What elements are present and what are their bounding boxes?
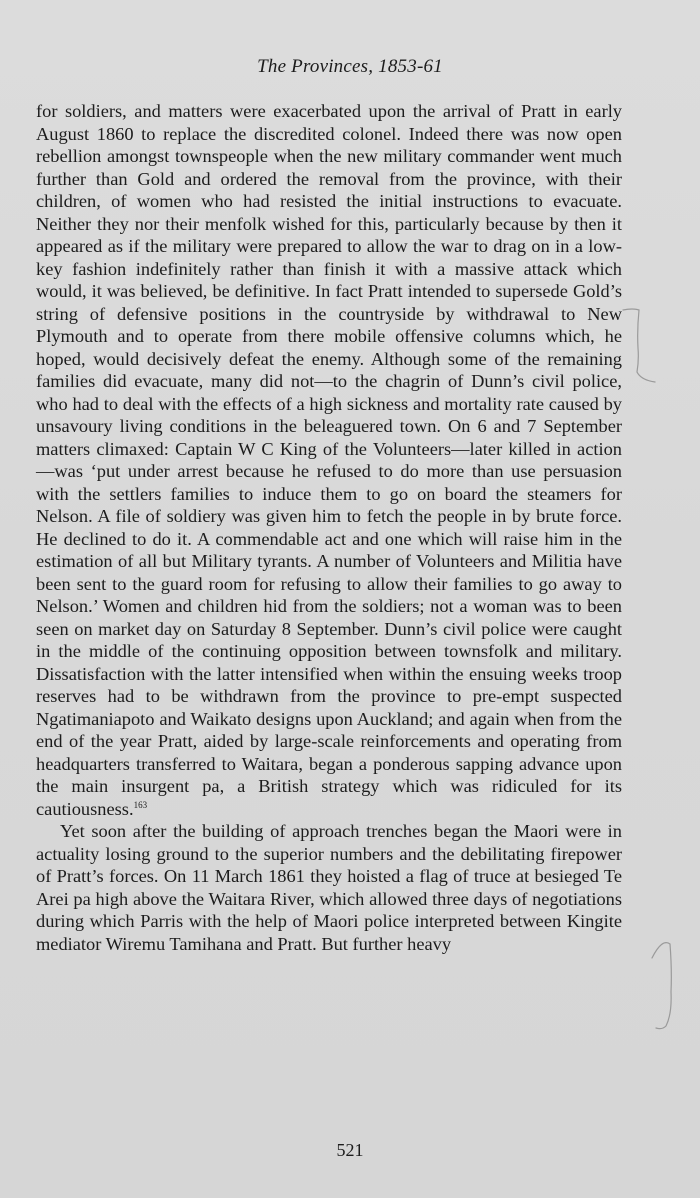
paragraph-1	[36, 100, 622, 820]
pencil-bracket-mark-upper	[615, 300, 665, 400]
page-number: 521	[336, 1140, 364, 1160]
pencil-bracket-mark-lower	[640, 930, 685, 1040]
body-text	[36, 100, 622, 955]
footnote-reference: 163	[133, 799, 148, 810]
paragraph-1-text: for soldiers, and matters were exacerbated upon the arrival of Pratt in early August 1860 to replace the discredited colonel. Indeed there was now open rebellion amongst townspeople when the new military commander went much further than Gold and ordered the removal from the province, with their children, of women who had resisted the initial instructions to evacuate. Neither they nor their menfolk wished for this, particularly because by then it appeared as if the military were prepared to allow the war to drag on in a low-key fashion indefinitely rather than finish it with a massive attack which would, it was believed, be definitive. In fact Pratt intended to supersede Gold’s string of defensive positions in the countryside by withdrawal to New Plymouth and to operate from there mobile offensive columns which, he hoped, would decisively defeat the enemy. Although some of the remaining families did evacuate, many did not—to the chagrin of Dunn’s civil police, who had to deal with the effects of a high sickness and mortality rate caused by unsavoury living conditions in the beleaguered town. On 6 and 7 September matters climaxed: Captain W C King of the Volunteers—later killed in action—was ‘put under arrest because he refused to do more than use persuasion with the settlers families to induce them to go on board the steamers for Nelson. A file of soldiery was given him to fetch the people in by brute force. He declined to do it. A commendable act and one which will raise him in the estimation of all but Military tyrants. A number of Volunteers and Militia have been sent to the guard room for refusing to allow their families to go away to Nelson.’ Women and children hid from the soldiers; not a woman was to been seen on market day on Saturday 8 September. Dunn’s civil police were caught in the middle of the continuing opposition between townsfolk and military. Dissatisfaction with the latter intensified when within the ensuing weeks troop reserves had to be withdrawn from the province to pre-empt suspected Ngatimaniapoto and Waikato designs upon Auckland; and again when from the end of the year Pratt, aided by large-scale reinforcements and operating from headquarters transferred to Waitara, began a ponderous sapping advance upon the main insurgent pa, a British strategy which was ridiculed for its cautiousness.	[36, 101, 622, 819]
paragraph-2: Yet soon after the building of approach trenches began the Maori were in actuality losing ground to the superior numbers and the debilitating firepower of Pratt’s forces. On 11 March 1861 they hoisted a flag of truce at besieged Te Arei pa high above the Waitara River, which allowed three days of negotiations during which Parris with the help of Maori police interpreted between Kingite mediator Wiremu Tamihana and Pratt. But further heavy	[36, 821, 622, 954]
running-head: The Provinces, 1853-61	[257, 56, 443, 77]
